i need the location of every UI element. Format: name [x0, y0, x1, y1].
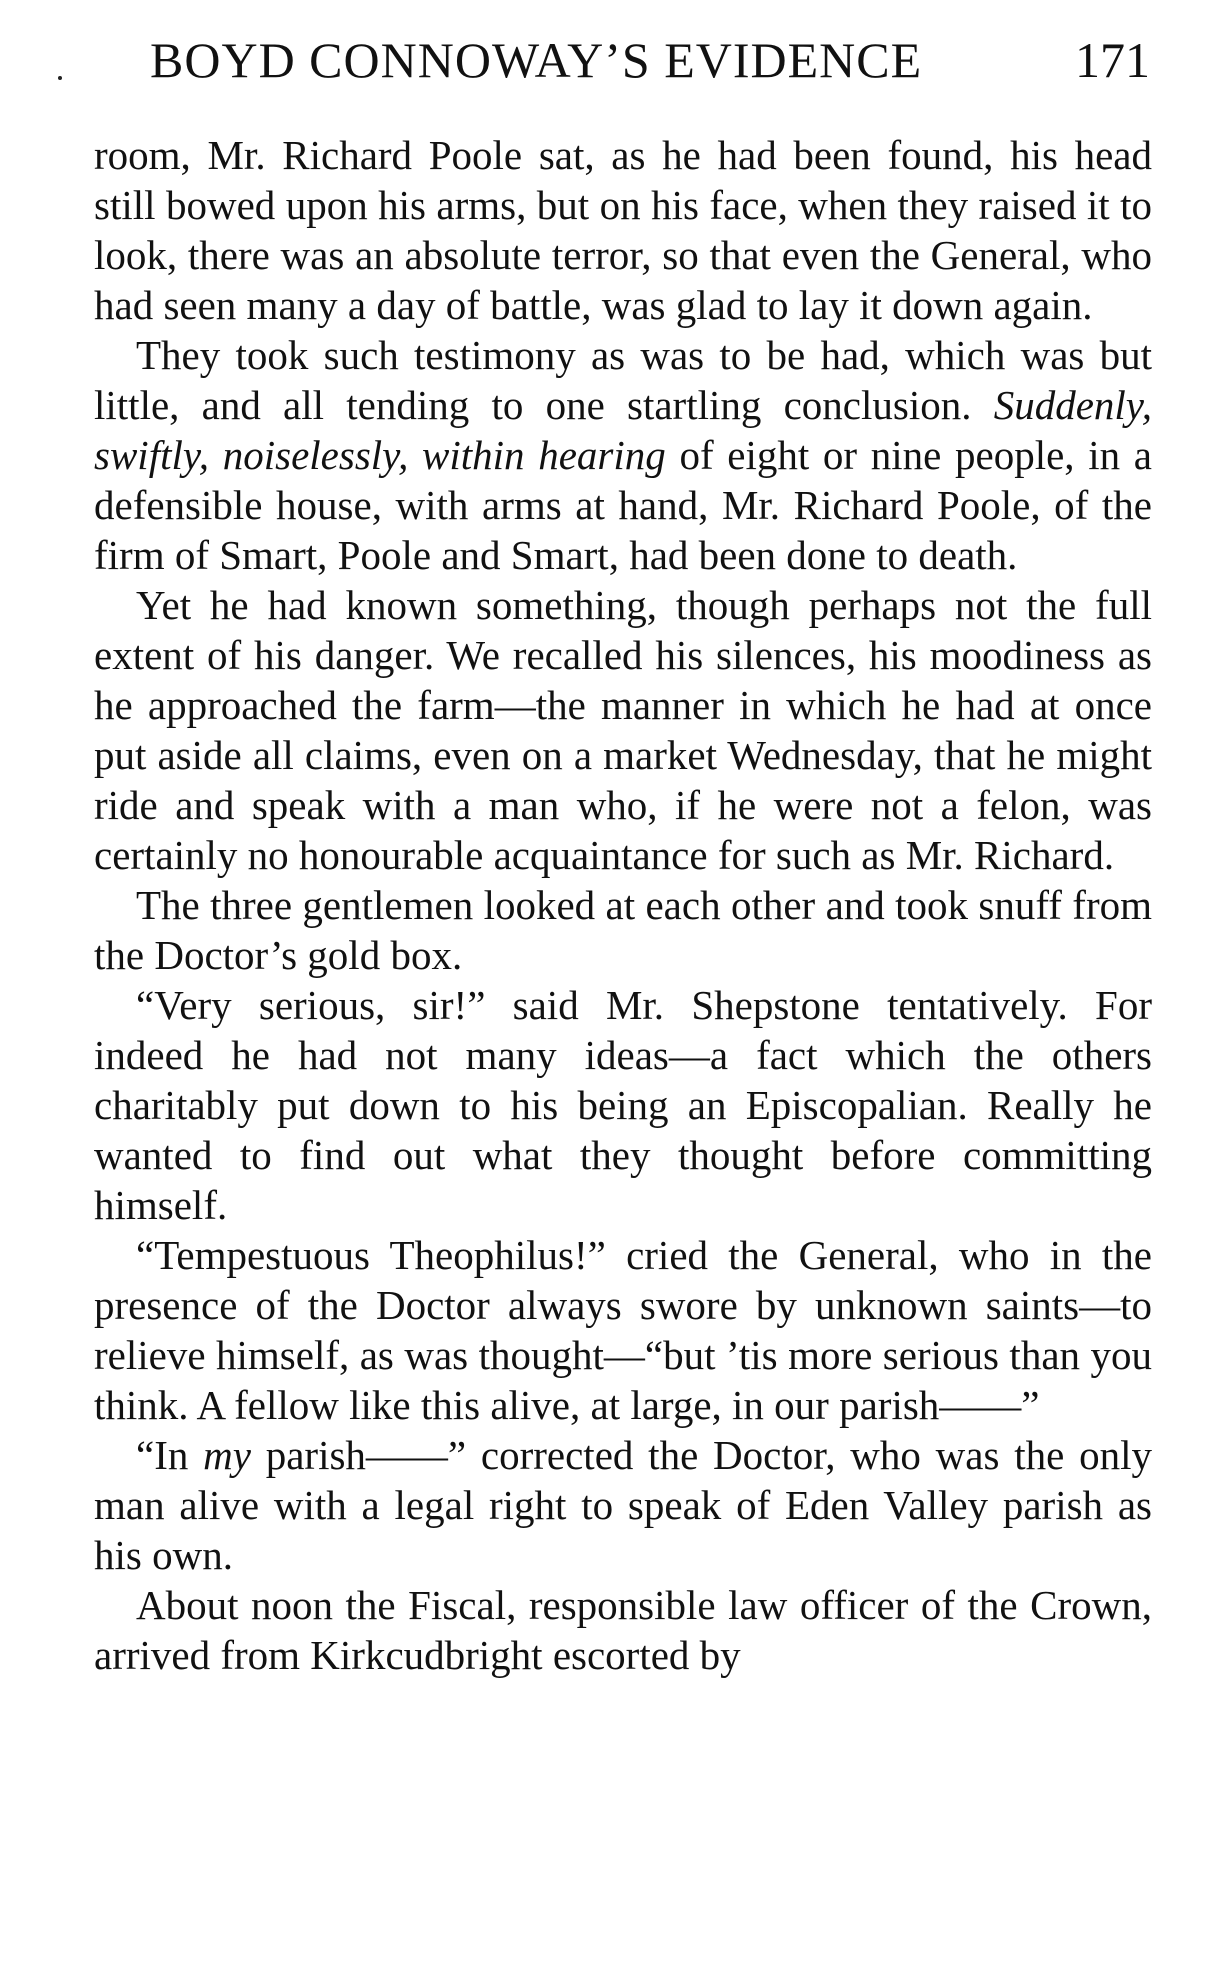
running-header — [150, 30, 1150, 90]
text-run: parish——” corrected the Doctor, who was the only man alive with a legal right to speak of Eden Valley parish as his own. — [94, 1432, 1152, 1578]
running-head-title: BOYD CONNOWAY’S EVIDENCE — [150, 32, 923, 88]
paragraph — [94, 130, 1152, 330]
page-mark — [58, 76, 62, 80]
paragraph — [94, 1430, 1152, 1580]
page-body — [94, 130, 1152, 1680]
paragraph — [94, 1230, 1152, 1430]
text-run: Yet he had known something, though perhaps not the full extent of his danger. We recalled his silences, his moodiness as he approached the farm—the manner in which he had at once put aside all claims, even on a market Wednesday, that he might ride and speak with a man who, if he were not a felon, was certainly no honourable acquaintance for such as Mr. Richard. — [94, 582, 1152, 878]
italic-text-run: Suddenly, swiftly, noiselessly, within hearing — [94, 382, 1152, 478]
paragraph — [94, 330, 1152, 580]
paragraph — [94, 580, 1152, 880]
italic-text-run: my — [203, 1432, 251, 1478]
text-run: “Very serious, sir!” said Mr. Shepstone tentatively. For indeed he had not many ideas—a fact which the others charitably put down to his being an Episcopalian. Really he wanted to find out what they thought before committing himself. — [94, 982, 1152, 1228]
paragraph — [94, 980, 1152, 1230]
text-run: The three gentlemen looked at each other and took snuff from the Doctor’s gold box. — [94, 882, 1152, 978]
text-run: of eight or nine people, in a defensible house, with arms at hand, Mr. Richard Poole, of the firm of Smart, Poole and Smart, had been done to death. — [94, 432, 1152, 578]
page-number: 171 — [1075, 32, 1150, 88]
text-run: room, Mr. Richard Poole sat, as he had been found, his head still bowed upon his arms, but on his face, when they raised it to look, there was an absolute terror, so that even the General, who had seen many a day of battle, was glad to lay it down again. — [94, 132, 1152, 328]
text-run: About noon the Fiscal, responsible law officer of the Crown, arrived from Kirkcudbright escorted by — [94, 1582, 1152, 1678]
text-run: “Tempestuous Theophilus!” cried the General, who in the presence of the Doctor always swore by unknown saints—to relieve himself, as was thought—“but ’tis more serious than you think. A fellow like this alive, at large, in our parish——” — [94, 1232, 1152, 1428]
paragraph — [94, 1580, 1152, 1680]
text-run: They took such testimony as was to be had, which was but little, and all tending to one startling conclusion. — [94, 332, 1152, 428]
text-run: “In — [136, 1432, 204, 1478]
paragraph — [94, 880, 1152, 980]
